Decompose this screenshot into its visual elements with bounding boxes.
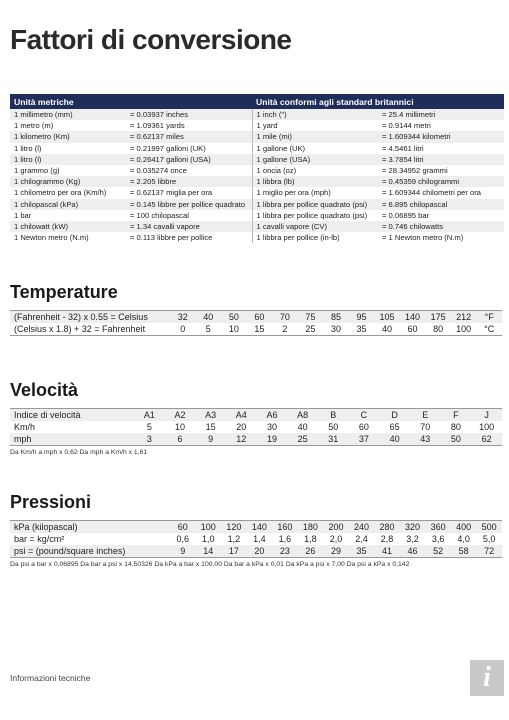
value-cell: 0 (170, 323, 196, 336)
value-cell: 50 (221, 311, 247, 324)
value-cell: 140 (247, 521, 273, 534)
velocita-note: Da Km/h a mph x 0,62 Da mph a Km/h x 1,61 (10, 449, 148, 456)
unit-cell: °C (476, 323, 502, 336)
conversion-row (10, 143, 504, 154)
value-cell: 4,0 (457, 534, 470, 544)
value-cell: 85 (323, 311, 349, 324)
value-cell: 1,4 (253, 534, 266, 544)
value-cell: 60 (170, 521, 196, 534)
conversion-cell: 1 mile (mi) (252, 131, 378, 142)
conversion-cell: 1 Newton metro (N.m) (14, 233, 89, 243)
conversion-row (10, 187, 504, 198)
value-cell: 60 (400, 323, 426, 336)
conversion-cell: 1 gallone (UK) (256, 143, 306, 153)
conversion-cell: 1 inch (") (252, 109, 378, 120)
conversion-cell: = 100 chilopascal (126, 210, 252, 221)
value-cell: 100 (451, 323, 477, 336)
conversion-cell: = 1.609344 kilometri (378, 131, 504, 142)
conversion-cell: = 0.45359 chilogrammi (378, 176, 504, 187)
conversion-cell: = 6.895 chilopascal (378, 199, 504, 210)
value-cell: 43 (410, 433, 441, 446)
conversion-cell: 1 millimetro (mm) (10, 109, 126, 120)
metric-conversion-table (10, 94, 504, 243)
value-cell: E (410, 409, 441, 422)
conversion-cell: 1 oncia (oz) (256, 166, 297, 176)
page-title: Fattori di conversione (10, 24, 292, 55)
value-cell: 62 (471, 433, 502, 446)
unit-cell: °F (476, 311, 502, 324)
conversion-row (10, 232, 504, 243)
row-label: Indice di velocità (10, 409, 134, 422)
value-cell: 1,0 (202, 534, 215, 544)
value-cell: 40 (196, 311, 222, 324)
value-cell: 3 (134, 433, 165, 446)
value-cell: 40 (297, 422, 308, 432)
value-cell: 95 (349, 311, 375, 324)
conversion-cell: 1 libbra per pollice quadrato (psi) (252, 199, 378, 210)
imperial-units-header: Unità conformi agli standard britannici (252, 94, 504, 109)
conversion-cell: 1 libbra (lb) (252, 176, 378, 187)
value-cell: 2,4 (355, 534, 368, 544)
conversion-cell: = 0.62137 miglia per ora (126, 187, 252, 198)
conversion-cell: = 0.746 chilowatts (378, 221, 504, 232)
conversion-row (10, 154, 504, 165)
value-cell: 80 (425, 323, 451, 336)
value-cell: 75 (298, 311, 324, 324)
conversion-cell: = 1.34 cavalli vapore (126, 221, 252, 232)
conversion-cell: = 2.205 libbre (126, 176, 252, 187)
row-label: psi = (pound/square inches) (10, 545, 170, 558)
value-cell: 15 (247, 323, 273, 336)
conversion-cell: = 1.09361 yards (126, 120, 252, 131)
conversion-cell: = 0.26417 galloni (USA) (126, 154, 252, 165)
pressioni-note: Da psi a bar x 0,06895 Da bar a psi x 14.50326 Da kPa a bar x 100,00 Da bar a kPa x 0,01 Da kPa a psi x 7,00 Da psi a kPa x 0,142 (10, 561, 410, 568)
value-cell: 31 (318, 433, 349, 446)
info-icon-glyph: i (483, 662, 491, 693)
value-cell: 25 (287, 433, 318, 446)
pressioni-table (10, 520, 502, 558)
value-cell: 60 (247, 311, 273, 324)
table-row (10, 521, 502, 534)
value-cell: 10 (221, 323, 247, 336)
value-cell: C (349, 409, 380, 422)
value-cell: 70 (420, 422, 431, 432)
value-cell: 14 (196, 545, 222, 558)
value-cell: 140 (400, 311, 426, 324)
value-cell: 40 (379, 433, 410, 446)
value-cell: 32 (170, 311, 196, 324)
conversion-cell: 1 yard (256, 121, 278, 131)
footer-label: Informazioni tecniche (10, 673, 91, 683)
value-cell: 60 (358, 422, 369, 432)
value-cell: 1,2 (227, 534, 241, 544)
row-label: Km/h (14, 422, 36, 432)
value-cell: 2 (272, 323, 298, 336)
value-cell: 320 (400, 521, 426, 534)
value-cell: 5,0 (482, 534, 496, 544)
value-cell: 360 (425, 521, 451, 534)
pressioni-title: Pressioni (10, 492, 92, 512)
value-cell: 1,6 (278, 534, 292, 544)
table-row (10, 323, 502, 336)
value-cell: 41 (374, 545, 400, 558)
conversion-row (10, 165, 504, 176)
value-cell: 30 (266, 422, 277, 432)
value-cell: 20 (247, 545, 273, 558)
conversion-row (10, 199, 504, 210)
value-cell: 3,2 (406, 534, 419, 544)
row-label: bar = kg/cm² (14, 534, 65, 544)
conversion-cell: 1 gallone (USA) (252, 154, 378, 165)
value-cell: 25 (298, 323, 324, 336)
conversion-row (10, 210, 504, 221)
conversion-cell: 1 libbra per pollice quadrato (psi) (256, 210, 368, 220)
value-cell: 240 (349, 521, 375, 534)
conversion-cell: 1 grammo (g) (14, 166, 60, 176)
value-cell: 29 (323, 545, 349, 558)
value-cell: 200 (323, 521, 349, 534)
conversion-row (10, 131, 504, 142)
value-cell: 0,6 (176, 534, 190, 544)
value-cell: 3,6 (431, 534, 445, 544)
value-cell: 175 (425, 311, 451, 324)
table-row (10, 311, 502, 324)
value-cell: A3 (195, 409, 226, 422)
conversion-row (10, 109, 504, 120)
conversion-cell: 1 cavalli vapore (CV) (252, 221, 378, 232)
conversion-cell: 1 chilogrammo (Kg) (10, 176, 126, 187)
value-cell: 212 (451, 311, 477, 324)
value-cell: F (441, 409, 472, 422)
value-cell: 50 (441, 433, 472, 446)
value-cell: 50 (328, 422, 339, 432)
conversion-cell: = 25.4 millimetri (378, 109, 504, 120)
value-cell: 58 (451, 545, 477, 558)
table-row (10, 409, 502, 422)
value-cell: 1,8 (304, 534, 317, 544)
value-cell: 80 (450, 422, 461, 432)
value-cell: 35 (349, 323, 375, 336)
row-label: (Celsius x 1.8) + 32 = Fahrenheit (10, 323, 170, 336)
value-cell: A6 (257, 409, 288, 422)
value-cell: 12 (226, 433, 257, 446)
value-cell: 160 (272, 521, 298, 534)
conversion-cell: = 0.9144 metri (382, 121, 431, 131)
value-cell: 280 (374, 521, 400, 534)
value-cell: 10 (174, 422, 185, 432)
value-cell: 23 (272, 545, 298, 558)
value-cell: 19 (257, 433, 288, 446)
conversion-cell: = 3.7854 litri (378, 154, 504, 165)
conversion-cell: = 0.62137 miles (126, 131, 252, 142)
conversion-cell: = 0.113 libbre per pollice (126, 232, 252, 243)
table-row (10, 433, 502, 446)
conversion-cell: 1 chilometro per ora (Km/h) (14, 188, 107, 198)
conversion-cell: = 0.06895 bar (382, 210, 430, 220)
temperature-title: Temperature (10, 282, 118, 302)
value-cell: 100 (479, 422, 495, 432)
conversion-cell: 1 kilometro (Km) (10, 131, 126, 142)
value-cell: J (471, 409, 502, 422)
conversion-cell: = 0.145 libbre per pollice quadrato (126, 199, 252, 210)
value-cell: 52 (425, 545, 451, 558)
value-cell: A8 (287, 409, 318, 422)
value-cell: 17 (221, 545, 247, 558)
velocita-table (10, 408, 502, 446)
value-cell: 2,8 (380, 534, 394, 544)
row-label: (Fahrenheit - 32) x 0.55 = Celsius (10, 311, 170, 324)
temperature-table (10, 310, 502, 336)
conversion-row (10, 120, 504, 131)
conversion-cell: = 1 Newton metro (N.m) (382, 233, 464, 243)
value-cell: 30 (323, 323, 349, 336)
value-cell: 180 (298, 521, 324, 534)
conversion-cell: 1 miglio per ora (mph) (256, 188, 331, 198)
conversion-cell: 1 litro (l) (14, 143, 42, 153)
conversion-row (10, 221, 504, 232)
value-cell: 70 (272, 311, 298, 324)
conversion-cell: 1 metro (m) (14, 121, 54, 131)
conversion-cell: = 0.21997 galloni (UK) (126, 143, 252, 154)
conversion-cell: = 0.035274 once (126, 165, 252, 176)
conversion-cell: 1 libbra per pollice (in-lb) (256, 233, 340, 243)
value-cell: 26 (298, 545, 324, 558)
conversion-cell: = 28.34952 grammi (382, 166, 448, 176)
conversion-cell: = 1.609344 chilometri per ora (382, 188, 482, 198)
row-label: kPa (kilopascal) (10, 521, 170, 534)
table-row (10, 533, 502, 545)
conversion-cell: 1 chilopascal (kPa) (10, 199, 126, 210)
conversion-cell: 1 bar (14, 210, 32, 220)
value-cell: B (318, 409, 349, 422)
conversion-cell: 1 chilowatt (kW) (10, 221, 126, 232)
velocita-title: Velocità (10, 380, 79, 400)
value-cell: 20 (236, 422, 247, 432)
value-cell: A1 (134, 409, 165, 422)
value-cell: 40 (374, 323, 400, 336)
conversion-cell: = 4.5461 litri (382, 143, 424, 153)
value-cell: 72 (476, 545, 502, 558)
conversion-cell: = 0.03937 inches (126, 109, 252, 120)
conversion-row (10, 176, 504, 187)
table-row (10, 545, 502, 558)
value-cell: A4 (226, 409, 257, 422)
value-cell: 400 (451, 521, 477, 534)
value-cell: 9 (170, 545, 196, 558)
value-cell: 5 (146, 422, 152, 432)
table-row (10, 421, 502, 433)
value-cell: 500 (476, 521, 502, 534)
row-label: mph (10, 433, 134, 446)
conversion-cell: 1 litro (l) (10, 154, 126, 165)
metric-units-header: Unità metriche (10, 94, 252, 109)
value-cell: 5 (196, 323, 222, 336)
value-cell: 2,0 (329, 534, 343, 544)
value-cell: 37 (349, 433, 380, 446)
value-cell: 65 (389, 422, 400, 432)
value-cell: 9 (195, 433, 226, 446)
value-cell: 35 (349, 545, 375, 558)
value-cell: 46 (400, 545, 426, 558)
value-cell: A2 (165, 409, 196, 422)
value-cell: 6 (165, 433, 196, 446)
value-cell: 105 (374, 311, 400, 324)
info-icon (470, 660, 504, 696)
value-cell: 100 (196, 521, 222, 534)
value-cell: D (379, 409, 410, 422)
value-cell: 15 (205, 422, 216, 432)
value-cell: 120 (221, 521, 247, 534)
